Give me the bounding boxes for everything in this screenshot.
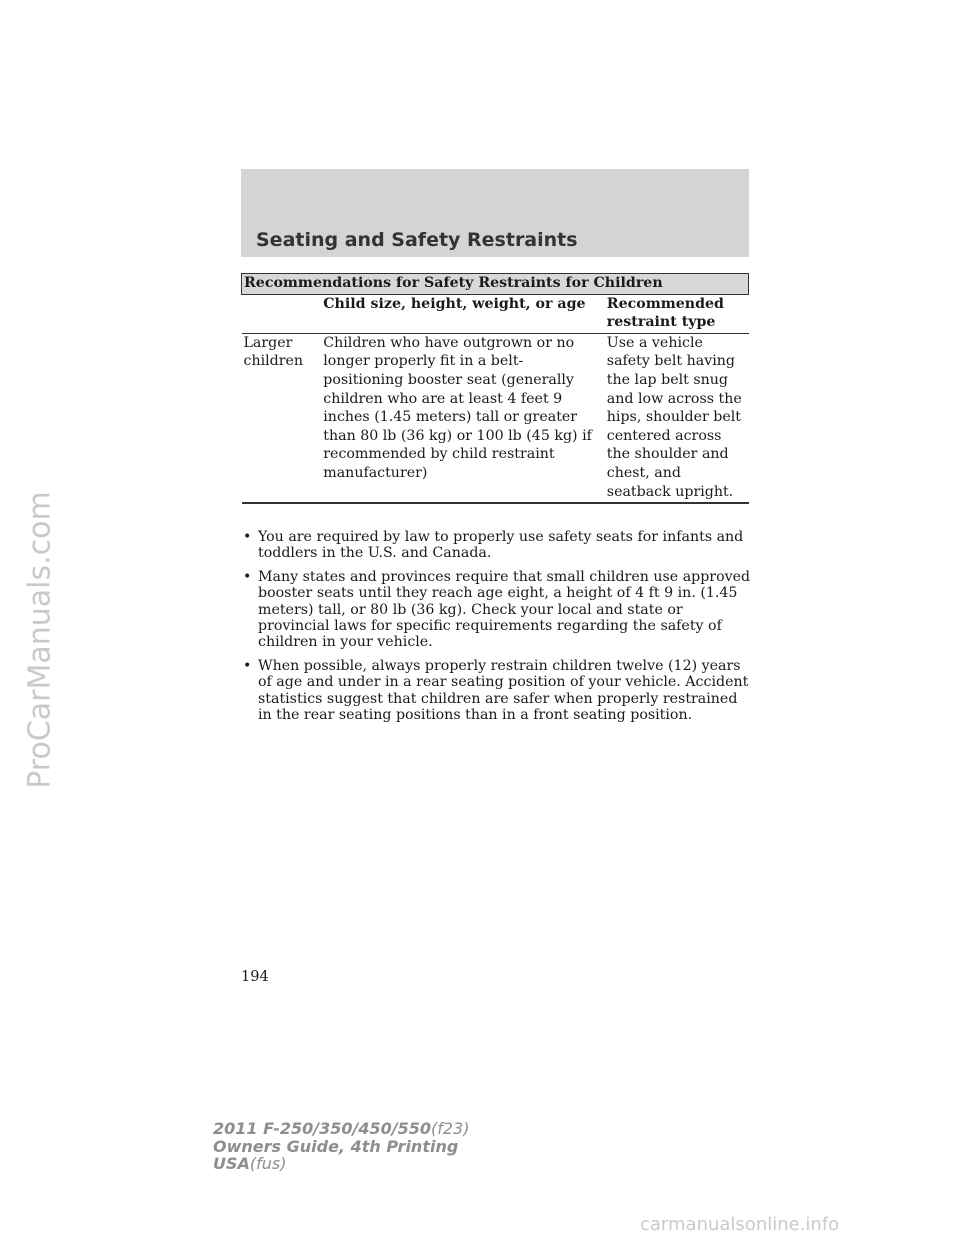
restraints-table xyxy=(241,273,749,504)
list-item xyxy=(241,529,751,562)
column-header-child-size: Child size, height, weight, or age xyxy=(321,294,605,333)
footer-line-3 xyxy=(213,1155,469,1173)
side-watermark-text: ProCarManuals.com xyxy=(22,491,58,789)
column-header-category xyxy=(242,294,322,333)
bullet-text: Many states and provinces require that small children use approved booster seats until they reach age eight, a height of 4 ft 9 in. (1.45 meters) tall, or 80 lb (36 kg). Check your local and state or provincial laws for specific requirements regarding the safety of children in your vehicle. xyxy=(258,568,751,651)
bullet-icon: • xyxy=(243,657,252,674)
table-row xyxy=(242,333,749,503)
column-header-restraint-type: Recommended restraint type xyxy=(605,294,749,333)
cell-restraint: Use a vehicle safety belt having the lap belt snug and low across the hips, shoulder belt centered across the shoulder and chest, and seatback upright. xyxy=(605,333,749,503)
bullet-list xyxy=(241,529,751,730)
bottom-watermark: carmanualsonline.info xyxy=(640,1214,840,1235)
footer-region: USA xyxy=(213,1154,250,1173)
footer-line-1 xyxy=(213,1120,469,1138)
cell-category: Larger children xyxy=(242,333,322,503)
list-item xyxy=(241,658,751,724)
footer-region-code: (fus) xyxy=(249,1154,287,1173)
list-item xyxy=(241,569,751,651)
side-watermark xyxy=(10,0,70,1242)
bullet-icon: • xyxy=(243,529,252,545)
bullet-icon: • xyxy=(243,568,252,585)
section-title: Seating and Safety Restraints xyxy=(256,229,578,251)
table-header-row xyxy=(242,294,749,333)
page-number: 194 xyxy=(241,969,269,985)
bullet-text: You are required by law to properly use safety seats for infants and toddlers in the U.S. and Canada. xyxy=(258,529,744,562)
footer-model-code: (f23) xyxy=(431,1119,470,1138)
table-caption: Recommendations for Safety Restraints for Children xyxy=(242,274,749,295)
table-caption-row xyxy=(242,274,749,295)
footer-line-2: Owners Guide, 4th Printing xyxy=(213,1136,459,1156)
document-footer xyxy=(213,1120,469,1173)
cell-description: Children who have outgrown or no longer properly fit in a belt-positioning booster seat (generally children who are at least 4 feet 9 inches (1.45 meters) tall or greater than 80 lb (36 kg) or 100 lb (45 kg) if recommended by child restraint manufacturer) xyxy=(321,333,605,503)
bullet-text: When possible, always properly restrain children twelve (12) years of age and under in a rear seating position of your vehicle. Accident statistics suggest that children are safer when properly restrained in the rear seating positions than in a front seating position. xyxy=(258,657,749,724)
footer-model: 2011 F-250/350/450/550 xyxy=(213,1119,431,1138)
